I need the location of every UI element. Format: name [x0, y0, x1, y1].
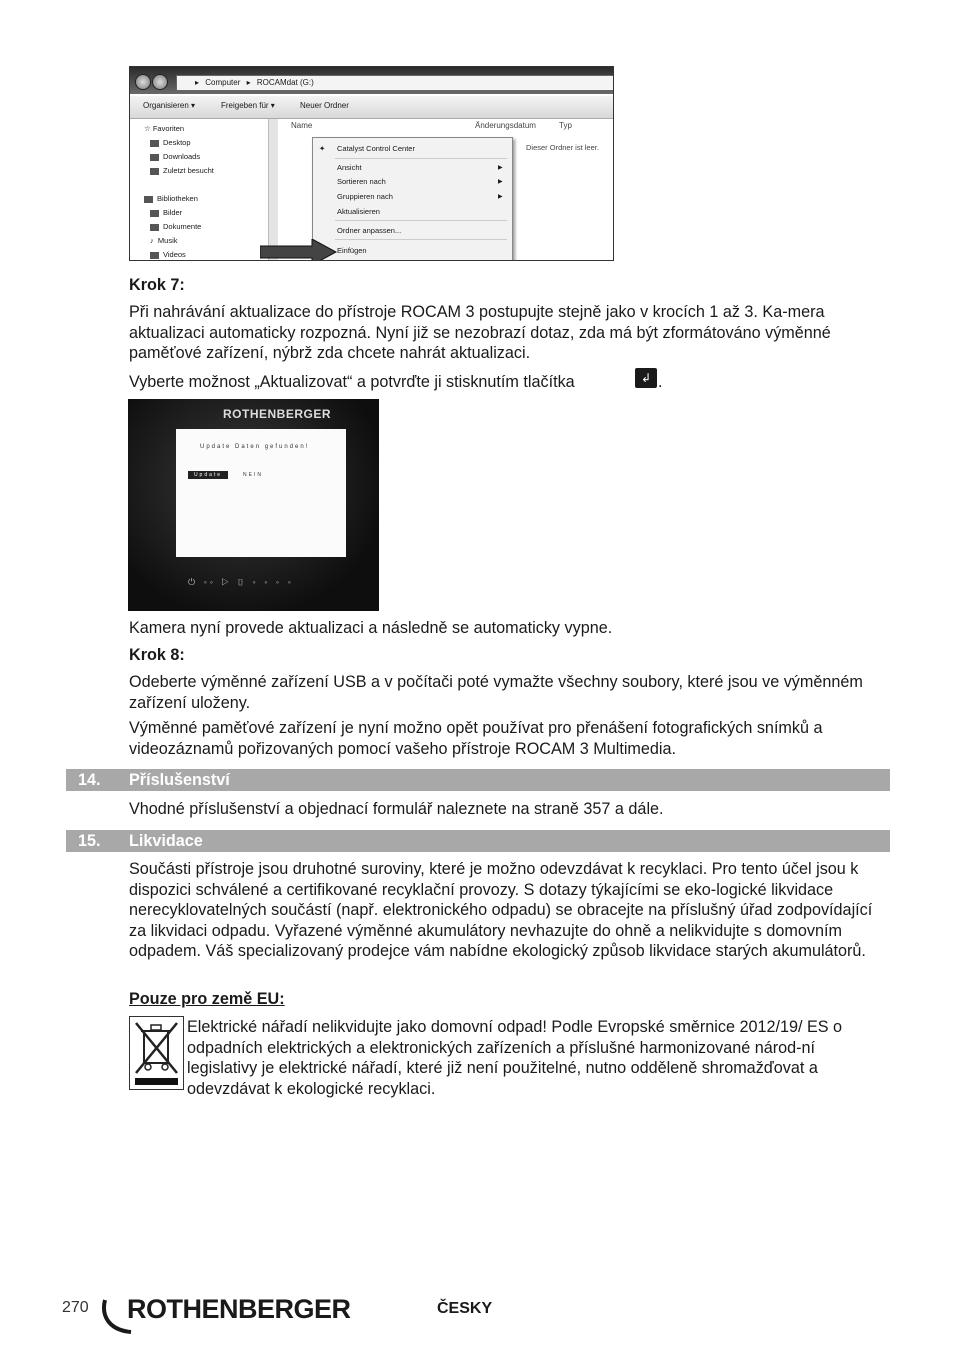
ctx-separator	[335, 158, 507, 159]
pictures-icon	[150, 210, 159, 217]
ctx-refresh: Aktualisieren	[337, 207, 380, 216]
eu-heading: Pouze pro země EU:	[129, 990, 285, 1008]
device-no-option: NEIN	[243, 472, 263, 478]
forward-icon	[152, 74, 168, 90]
page-number: 270	[62, 1299, 89, 1316]
device-update-option: Update	[188, 471, 228, 479]
weee-bin-icon	[129, 1016, 184, 1090]
address-bar: ▸ Computer ▸ ROCAMdat (G:)	[176, 75, 614, 91]
eu-text: Elektrické nářadí nelikvidujte jako domovní odpad! Podle Evropské směrnice 2012/19/ ES o odpadních elektrických a elektronických zařízeních a příslušné harmonizované národ-ní legislativy je elektrické nářadí, které již není použitelné, nutno odděleně shromažďovat a odevzdávat k ekologické recyklaci.	[187, 1018, 843, 1098]
ctx-customize: Ordner anpassen...	[337, 226, 402, 235]
nav-recent: Zuletzt besucht	[163, 166, 214, 175]
device-message: Update Daten gefunden!	[200, 444, 310, 450]
device-brand: ROTHENBERGER	[223, 407, 332, 421]
library-icon	[144, 196, 153, 203]
back-icon	[135, 74, 151, 90]
section15-header	[66, 830, 890, 852]
column-date: Änderungsdatum	[475, 121, 536, 130]
ctx-catalyst: Catalyst Control Center	[337, 144, 415, 153]
star-icon: ☆	[144, 124, 151, 133]
ctx-paste: Einfügen	[337, 246, 367, 255]
section14-title: Příslušenství	[129, 771, 230, 789]
explorer-screenshot	[129, 66, 614, 261]
device-control-icons: ⏻ ◦◦ ▷ ▯ ◦ ◦ ◦ ◦	[188, 577, 294, 587]
navigation-pane	[130, 119, 270, 260]
step7-heading: Krok 7:	[129, 276, 185, 294]
ctx-separator	[335, 239, 507, 240]
section15-title: Likvidace	[129, 832, 203, 850]
nav-desktop: Desktop	[163, 138, 191, 147]
ctx-separator	[335, 220, 507, 221]
ctx-view: Ansicht	[337, 163, 362, 172]
organize-menu: Organisieren ▾	[143, 101, 196, 110]
nav-downloads: Downloads	[163, 152, 201, 161]
step7-paragraph1: Při nahrávání aktualizace do přístroje ROCAM 3 postupujte stejně jako v krocích 1 až 3. Ka-mera aktualizaci automaticky rozpozná. Nyní již se nezobrazí dotaz, zda má být zformátováno výměnné paměťové zařízení, nýbrž zda chcete nahrát aktualizaci.	[129, 303, 831, 363]
section14-text: Vhodné příslušenství a objednací formulář naleznete na straně 357 a dále.	[129, 800, 664, 818]
empty-folder-message: Dieser Ordner ist leer.	[526, 143, 599, 152]
column-type: Typ	[559, 121, 572, 130]
step7-paragraph2-text: Vyberte možnost „Aktualizovat“ a potvrďte ji stisknutím tlačítka	[129, 373, 575, 391]
recent-icon	[150, 168, 159, 175]
submenu-arrow-icon: ▶	[498, 194, 503, 200]
desktop-icon	[150, 140, 159, 147]
videos-icon	[150, 252, 159, 259]
brand-logo-text: ROTHENBERGER	[127, 1294, 351, 1324]
section15-text: Součásti přístroje jsou druhotné suroviny, které je možno odevzdávat k recyklaci. Pro tento účel jsou k dispozici schválené a certifikované recyklační provozy. S dotazy týkajícími se eko-logické likvidace nerecyklovatelných součástí (např. elektronického odpadu) se obracejte na příslušný úřad zodpovídající za likvidaci odpadu. Vyřazené výměnné akumulátory nevhazujte do ohně a nelikvidujte s domovním odpadem. Váš specializovaný prodejce vám nabídne ekologický způsob likvidace starých akumulátorů.	[129, 860, 873, 961]
pointer-arrow-icon	[260, 239, 344, 261]
brand-logo	[103, 1294, 351, 1325]
step7-paragraph2	[129, 372, 575, 393]
device-display	[176, 429, 346, 557]
section15-number: 15.	[78, 832, 101, 850]
submenu-arrow-icon: ▶	[498, 179, 503, 185]
new-folder-button: Neuer Ordner	[300, 101, 349, 110]
section14-header	[66, 769, 890, 791]
nav-documents: Dokumente	[163, 222, 202, 231]
ctx-sort: Sortieren nach	[337, 177, 386, 186]
step8-paragraph1: Odeberte výměnné zařízení USB a v počítači poté vymažte všechny soubory, které jsou ve výměnném zařízení uloženy.	[129, 673, 863, 712]
explorer-toolbar	[130, 96, 613, 119]
breadcrumb-drive: ROCAMdat (G:)	[256, 78, 314, 87]
logo-swoosh-icon	[101, 1298, 135, 1334]
share-menu: Freigeben für ▾	[221, 101, 275, 110]
explorer-titlebar	[130, 67, 613, 94]
section14-number: 14.	[78, 771, 101, 789]
music-icon: ♪	[150, 236, 154, 245]
step7-paragraph2-end: .	[658, 373, 663, 391]
submenu-arrow-icon: ▶	[498, 165, 503, 171]
breadcrumb-computer: Computer	[205, 78, 241, 87]
camera-update-text: Kamera nyní provede aktualizaci a následně se automaticky vypne.	[129, 619, 613, 637]
device-screen-photo	[128, 399, 379, 611]
column-name: Name	[291, 121, 313, 130]
documents-icon	[150, 224, 159, 231]
catalyst-icon: ✦	[319, 144, 326, 153]
nav-libraries: Bibliotheken	[157, 194, 198, 203]
language-label: ČESKY	[437, 1300, 493, 1317]
step8-heading: Krok 8:	[129, 646, 185, 664]
nav-music: Musik	[157, 236, 178, 245]
downloads-icon	[150, 154, 159, 161]
step8-paragraph2: Výměnné paměťové zařízení je nyní možno opět používat pro přenášení fotografických snímků a videozáznamů pořizovaných pomocí vašeho přístroje ROCAM 3 Multimedia.	[129, 719, 823, 758]
ctx-group: Gruppieren nach	[337, 192, 393, 201]
nav-pictures: Bilder	[163, 208, 183, 217]
enter-key-icon: ↲	[635, 368, 657, 388]
nav-favorites: Favoriten	[152, 124, 185, 133]
nav-videos: Videos	[163, 250, 186, 259]
